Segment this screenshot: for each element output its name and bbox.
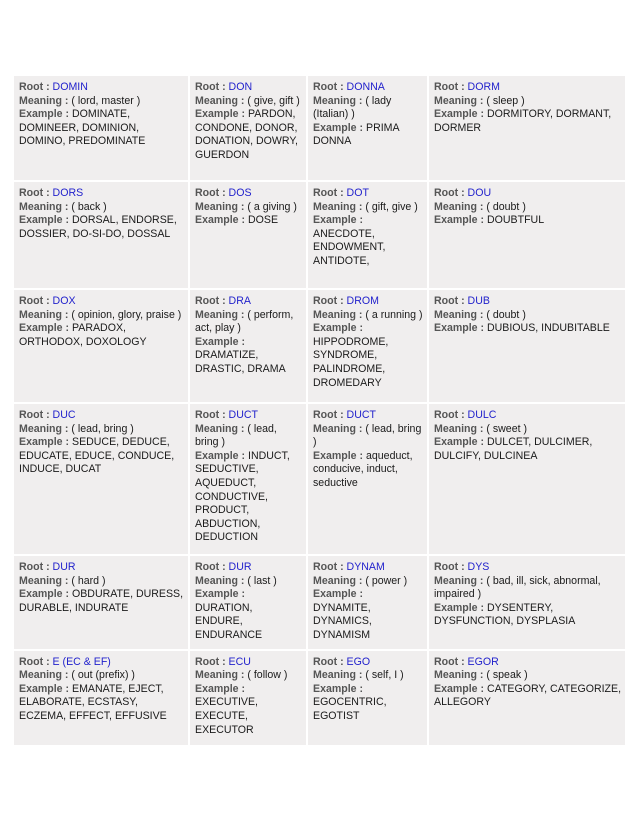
root-line: [313, 656, 423, 670]
meaning-line: [434, 575, 621, 602]
root-label: Root :: [434, 187, 465, 199]
table-row: [14, 651, 625, 745]
root-line: [434, 561, 621, 575]
root-value: EGOR: [467, 655, 499, 668]
root-label: Root :: [313, 295, 344, 307]
root-entry-cell: [14, 290, 188, 402]
example-line: [195, 336, 302, 377]
meaning-line: [313, 669, 423, 683]
example-line: [19, 436, 184, 477]
meaning-line: [195, 575, 302, 589]
table-body: [14, 76, 625, 745]
meaning-label: Meaning :: [313, 94, 363, 107]
root-value: DUR: [52, 561, 76, 573]
example-label: Example :: [195, 682, 246, 695]
example-label: Example :: [195, 335, 246, 348]
meaning-value: ( doubt ): [486, 200, 526, 213]
root-label: Root :: [434, 409, 465, 421]
root-value: DYS: [467, 561, 490, 573]
example-line: [313, 122, 423, 149]
root-label: Root :: [313, 561, 344, 573]
meaning-value: ( give, gift ): [247, 94, 300, 107]
example-value: PRIMA DONNA: [313, 121, 399, 148]
root-line: [434, 187, 621, 201]
root-label: Root :: [434, 561, 465, 573]
meaning-label: Meaning :: [434, 308, 484, 321]
meaning-line: [434, 201, 621, 215]
example-value: DORSAL, ENDORSE, DOSSIER, DO-SI-DO, DOSSAL: [19, 214, 177, 240]
table-row: [14, 182, 625, 288]
meaning-value: ( perform, act, play ): [195, 308, 294, 335]
meaning-value: ( lord, master ): [71, 94, 141, 107]
root-value: ECU: [228, 655, 251, 668]
root-line: [195, 187, 302, 201]
root-line: [195, 295, 302, 309]
example-label: Example :: [434, 682, 485, 695]
meaning-label: Meaning :: [313, 200, 363, 213]
root-label: Root :: [195, 81, 226, 93]
root-line: [313, 409, 423, 423]
root-label: Root :: [19, 81, 50, 93]
example-label: Example :: [313, 682, 364, 695]
meaning-line: [19, 669, 184, 683]
table-row: [14, 404, 625, 554]
example-line: [195, 214, 302, 228]
example-line: [195, 450, 302, 545]
meaning-label: Meaning :: [195, 94, 245, 107]
root-value: E (EC & EF): [52, 655, 111, 668]
root-label: Root :: [195, 409, 226, 421]
root-entry-cell: [190, 651, 306, 745]
example-line: [313, 214, 423, 268]
root-line: [313, 561, 423, 575]
root-value: DOMIN: [52, 81, 88, 93]
meaning-value: ( opinion, glory, praise ): [71, 308, 182, 321]
meaning-value: ( lead, bring ): [71, 422, 134, 435]
root-value: DON: [228, 81, 253, 93]
meaning-line: [434, 423, 621, 437]
root-value: DYNAM: [346, 561, 385, 573]
root-value: DUCT: [228, 409, 258, 421]
root-label: Root :: [434, 655, 465, 668]
root-line: [434, 656, 621, 670]
root-entry-cell: [14, 76, 188, 180]
root-entry-cell: [308, 76, 427, 180]
root-label: Root :: [434, 81, 465, 93]
meaning-line: [195, 95, 302, 109]
example-line: [434, 322, 621, 336]
root-line: [313, 187, 423, 201]
example-label: Example :: [195, 449, 246, 462]
root-value: DOX: [52, 295, 76, 307]
example-line: [19, 214, 184, 241]
meaning-line: [313, 423, 423, 450]
root-entry-cell: [190, 76, 306, 180]
example-value: DULCET, DULCIMER, DULCIFY, DULCINEA: [434, 436, 593, 462]
root-entry-cell: [429, 290, 625, 402]
root-value: DORS: [52, 187, 84, 199]
example-line: [313, 588, 423, 642]
example-label: Example :: [434, 214, 485, 227]
root-value: DONNA: [346, 81, 385, 93]
root-line: [313, 81, 423, 95]
example-label: Example :: [313, 322, 364, 335]
meaning-line: [313, 201, 423, 215]
root-line: [19, 295, 184, 309]
root-label: Root :: [195, 561, 226, 573]
example-label: Example :: [19, 436, 70, 449]
root-line: [313, 295, 423, 309]
example-line: [434, 108, 621, 135]
meaning-label: Meaning :: [313, 308, 363, 321]
meaning-line: [195, 423, 302, 450]
root-entry-cell: [429, 556, 625, 649]
meaning-line: [195, 669, 302, 683]
meaning-label: Meaning :: [19, 94, 69, 107]
example-label: Example :: [434, 108, 485, 121]
example-label: Example :: [313, 588, 364, 601]
example-label: Example :: [19, 214, 70, 227]
meaning-value: ( bad, ill, sick, abnormal, impaired ): [434, 574, 601, 601]
meaning-label: Meaning :: [195, 200, 245, 213]
root-entry-cell: [308, 651, 427, 745]
root-value: DUC: [52, 409, 76, 421]
example-label: Example :: [19, 322, 70, 335]
root-value: DUCT: [346, 409, 376, 421]
example-label: Example :: [313, 214, 364, 227]
example-label: Example :: [434, 436, 485, 449]
root-label: Root :: [19, 561, 50, 573]
meaning-value: ( a running ): [365, 308, 423, 321]
root-label: Root :: [434, 295, 465, 307]
meaning-label: Meaning :: [195, 574, 245, 587]
root-label: Root :: [19, 409, 50, 421]
meaning-value: ( back ): [71, 200, 107, 213]
example-label: Example :: [434, 601, 485, 614]
example-label: Example :: [313, 449, 364, 462]
meaning-value: ( sleep ): [486, 94, 525, 107]
root-line: [195, 561, 302, 575]
root-value: DOT: [346, 187, 369, 199]
example-line: [313, 683, 423, 724]
root-value: DRA: [228, 295, 251, 307]
table-row: [14, 290, 625, 402]
root-label: Root :: [19, 655, 50, 668]
root-entry-cell: [429, 182, 625, 288]
table-row: [14, 76, 625, 180]
meaning-line: [195, 201, 302, 215]
example-value: DYSENTERY, DYSFUNCTION, DYSPLASIA: [434, 601, 576, 628]
root-label: Root :: [195, 655, 226, 668]
meaning-line: [19, 309, 184, 323]
example-line: [195, 683, 302, 737]
example-line: [19, 108, 184, 149]
root-line: [19, 656, 184, 670]
root-value: EGO: [346, 655, 371, 668]
example-line: [19, 322, 184, 349]
root-entry-cell: [429, 404, 625, 554]
meaning-value: ( a giving ): [247, 200, 297, 213]
root-line: [434, 409, 621, 423]
root-line: [19, 561, 184, 575]
root-entry-cell: [429, 76, 625, 180]
root-entry-cell: [429, 651, 625, 745]
meaning-label: Meaning :: [313, 574, 363, 587]
meaning-value: ( hard ): [71, 574, 106, 587]
meaning-label: Meaning :: [434, 94, 484, 107]
meaning-line: [313, 95, 423, 122]
example-value: PARDON, CONDONE, DONOR, DONATION, DOWRY, GUERDON: [195, 108, 299, 161]
example-value: EMANATE, EJECT, ELABORATE, ECSTASY, ECZEMA, EFFECT, EFFUSIVE: [19, 682, 167, 722]
example-value: DORMITORY, DORMANT, DORMER: [434, 108, 612, 134]
example-line: [434, 602, 621, 629]
meaning-line: [434, 309, 621, 323]
root-line: [434, 81, 621, 95]
meaning-value: ( self, I ): [365, 669, 404, 682]
example-label: Example :: [19, 682, 70, 695]
root-line: [195, 409, 302, 423]
root-line: [434, 295, 621, 309]
example-label: Example :: [195, 588, 246, 601]
meaning-label: Meaning :: [19, 422, 69, 435]
meaning-value: ( power ): [365, 574, 408, 587]
meaning-line: [313, 309, 423, 323]
meaning-label: Meaning :: [434, 422, 484, 435]
root-entry-cell: [14, 651, 188, 745]
meaning-label: Meaning :: [19, 669, 69, 682]
example-value: SEDUCE, DEDUCE, EDUCATE, EDUCE, CONDUCE, INDUCE, DUCAT: [19, 436, 175, 476]
root-label: Root :: [313, 81, 344, 93]
meaning-label: Meaning :: [195, 422, 245, 435]
root-words-sheet: [12, 74, 625, 744]
meaning-line: [19, 423, 184, 437]
example-value: DOSE: [248, 214, 279, 227]
example-value: DOUBTFUL: [487, 214, 545, 227]
meaning-line: [19, 95, 184, 109]
root-label: Root :: [313, 409, 344, 421]
meaning-label: Meaning :: [434, 200, 484, 213]
root-entry-cell: [308, 182, 427, 288]
root-label: Root :: [19, 187, 50, 199]
example-label: Example :: [195, 214, 246, 227]
root-entry-cell: [308, 404, 427, 554]
root-words-table: [12, 74, 627, 747]
example-value: EXECUTIVE, EXECUTE, EXECUTOR: [195, 696, 258, 736]
example-label: Example :: [195, 108, 246, 121]
meaning-label: Meaning :: [434, 669, 484, 682]
root-entry-cell: [14, 404, 188, 554]
root-line: [19, 81, 184, 95]
root-line: [19, 409, 184, 423]
example-line: [434, 436, 621, 463]
root-label: Root :: [19, 295, 50, 307]
root-value: DOU: [467, 187, 492, 199]
example-value: EGOCENTRIC, EGOTIST: [313, 696, 387, 722]
root-entry-cell: [190, 182, 306, 288]
example-value: DYNAMITE, DYNAMICS, DYNAMISM: [313, 601, 372, 641]
example-value: OBDURATE, DURESS, DURABLE, INDURATE: [19, 588, 184, 614]
example-line: [313, 450, 423, 491]
root-value: DULC: [467, 409, 497, 421]
root-value: DOS: [228, 187, 252, 199]
root-entry-cell: [14, 182, 188, 288]
root-entry-cell: [190, 556, 306, 649]
meaning-value: ( lead, bring ): [195, 422, 277, 449]
example-label: Example :: [434, 322, 485, 335]
example-line: [19, 683, 184, 724]
example-value: CATEGORY, CATEGORIZE, ALLEGORY: [434, 682, 622, 709]
meaning-line: [195, 309, 302, 336]
example-value: DRAMATIZE, DRASTIC, DRAMA: [195, 349, 286, 375]
root-entry-cell: [308, 556, 427, 649]
meaning-value: ( sweet ): [486, 422, 528, 435]
meaning-value: ( gift, give ): [365, 200, 418, 213]
root-entry-cell: [190, 404, 306, 554]
meaning-line: [19, 201, 184, 215]
example-line: [434, 214, 621, 228]
root-value: DROM: [346, 295, 379, 307]
meaning-value: ( lady (Italian) ): [313, 94, 392, 121]
meaning-label: Meaning :: [19, 200, 69, 213]
meaning-label: Meaning :: [19, 308, 69, 321]
root-value: DUR: [228, 561, 252, 573]
example-label: Example :: [19, 108, 70, 121]
example-value: DOMINATE, DOMINEER, DOMINION, DOMINO, PREDOMINATE: [19, 108, 146, 148]
example-line: [313, 322, 423, 390]
meaning-value: ( follow ): [247, 669, 288, 682]
root-label: Root :: [313, 187, 344, 199]
example-value: HIPPODROME, SYNDROME, PALINDROME, DROMEDARY: [313, 335, 389, 389]
root-entry-cell: [308, 290, 427, 402]
meaning-label: Meaning :: [19, 574, 69, 587]
example-label: Example :: [313, 121, 364, 134]
root-line: [195, 656, 302, 670]
meaning-value: ( lead, bring ): [313, 422, 422, 449]
meaning-value: ( doubt ): [486, 308, 526, 321]
root-label: Root :: [195, 187, 226, 199]
example-value: DURATION, ENDURE, ENDURANCE: [195, 601, 263, 641]
root-line: [19, 187, 184, 201]
root-label: Root :: [313, 655, 344, 668]
table-row: [14, 556, 625, 649]
meaning-label: Meaning :: [195, 669, 245, 682]
root-value: DUB: [467, 295, 490, 307]
meaning-line: [19, 575, 184, 589]
meaning-label: Meaning :: [313, 422, 363, 435]
example-value: PARADOX, ORTHODOX, DOXOLOGY: [19, 322, 147, 348]
meaning-value: ( speak ): [486, 669, 528, 682]
meaning-label: Meaning :: [195, 308, 245, 321]
example-value: ANECDOTE, ENDOWMENT, ANTIDOTE,: [313, 227, 386, 267]
meaning-label: Meaning :: [313, 669, 363, 682]
example-line: [195, 108, 302, 162]
root-entry-cell: [14, 556, 188, 649]
meaning-value: ( out (prefix) ): [71, 669, 135, 682]
example-value: INDUCT, SEDUCTIVE, AQUEDUCT, CONDUCTIVE, PRODUCT, ABDUCTION, DEDUCTION: [195, 449, 290, 544]
example-label: Example :: [19, 588, 70, 601]
meaning-line: [434, 669, 621, 683]
root-line: [195, 81, 302, 95]
root-entry-cell: [190, 290, 306, 402]
example-value: DUBIOUS, INDUBITABLE: [487, 322, 610, 335]
root-value: DORM: [467, 81, 500, 93]
example-line: [195, 588, 302, 642]
meaning-label: Meaning :: [434, 574, 484, 587]
meaning-line: [434, 95, 621, 109]
root-label: Root :: [195, 295, 226, 307]
example-value: aqueduct, conducive, induct, seductive: [313, 449, 413, 489]
meaning-line: [313, 575, 423, 589]
example-line: [19, 588, 184, 615]
example-line: [434, 683, 621, 710]
meaning-value: ( last ): [247, 574, 277, 587]
